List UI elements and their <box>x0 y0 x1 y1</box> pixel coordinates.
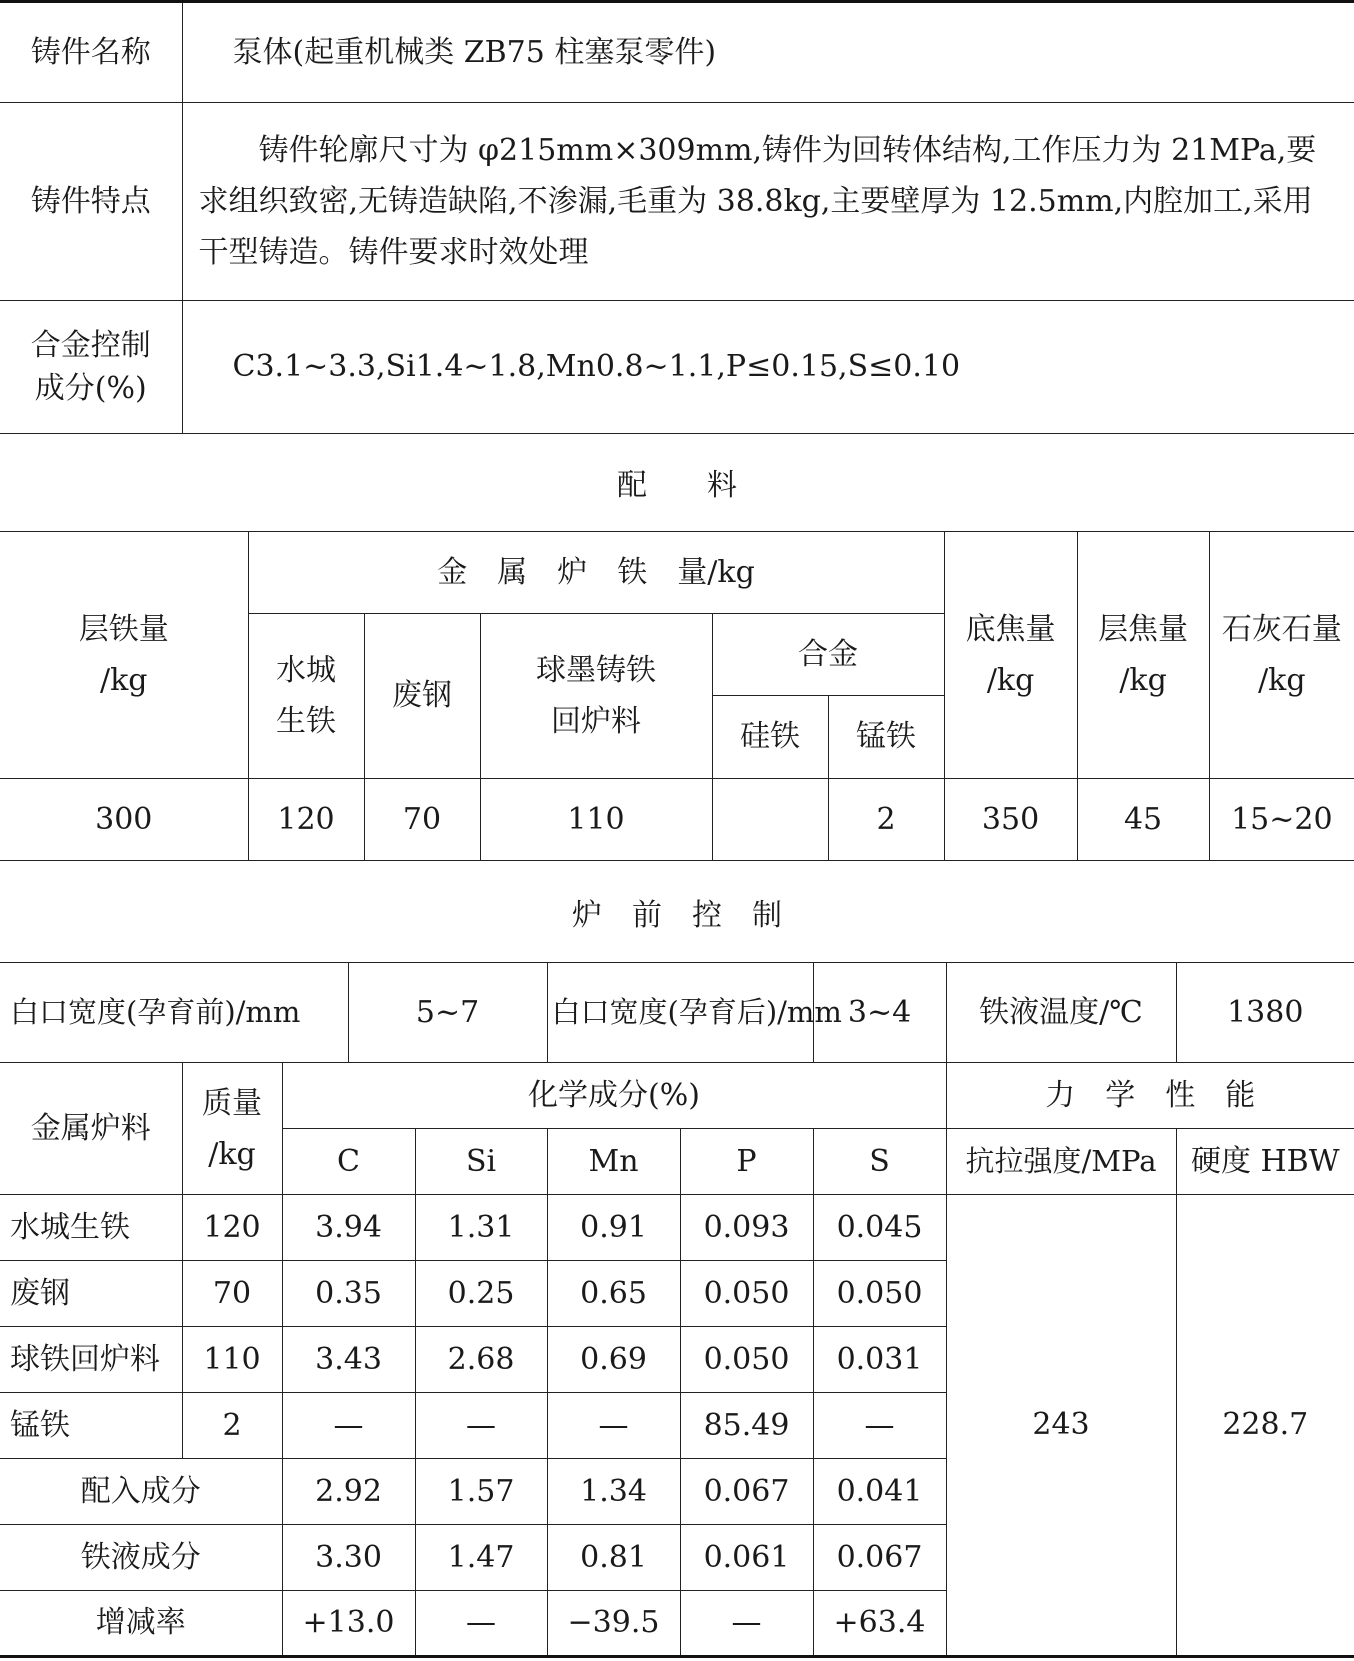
c-value: 3.30 <box>282 1525 415 1591</box>
p-value: 85.49 <box>680 1393 813 1459</box>
si-value: 2.68 <box>415 1327 547 1393</box>
scrap-steel-header: 废钢 <box>364 614 480 779</box>
mn-value: −39.5 <box>547 1591 680 1657</box>
hardness-header: 硬度 HBW <box>1176 1129 1354 1195</box>
alloy-control-label <box>0 301 182 434</box>
s-value: 0.050 <box>813 1261 946 1327</box>
c-value: 0.35 <box>282 1261 415 1327</box>
scrap-steel-value: 70 <box>364 779 480 861</box>
s-value: +63.4 <box>813 1591 946 1657</box>
alloy-control-label-line1: 合金控制 <box>30 327 151 363</box>
c-value: 2.92 <box>282 1459 415 1525</box>
s-value: 0.067 <box>813 1525 946 1591</box>
casting-feature-value: 铸件轮廓尺寸为 φ215mm×309mm,铸件为回转体结构,工作压力为 21MPa,要求组织致密,无铸造缺陷,不渗漏,毛重为 38.8kg,主要壁厚为 12.5mm,内腔加工,采用干型铸造。铸件要求时效处理 <box>182 103 1354 301</box>
material-mass: 2 <box>182 1393 282 1459</box>
alloy-control-label-line2: 成分(%) <box>34 371 147 406</box>
casting-info-table <box>0 0 1354 434</box>
si-value: — <box>415 1591 547 1657</box>
table-row <box>0 1195 1354 1261</box>
bed-coke-value: 350 <box>944 779 1077 861</box>
return-ductile-header: 球墨铸铁 回炉料 <box>480 614 712 779</box>
p-value: 0.050 <box>680 1261 813 1327</box>
metal-charge-header: 金 属 炉 铁 量/kg <box>248 532 944 614</box>
s-value: 0.045 <box>813 1195 946 1261</box>
ferrosilicon-value <box>712 779 828 861</box>
element-c-header: C <box>282 1129 415 1195</box>
iron-temp-value: 1380 <box>1176 963 1354 1063</box>
alloy-control-value: C3.1~3.3,Si1.4~1.8,Mn0.8~1.1,P≤0.15,S≤0.10 <box>182 301 1354 434</box>
ferrosilicon-header: 硅铁 <box>712 696 828 779</box>
tensile-value: 243 <box>946 1195 1176 1657</box>
si-value: 1.57 <box>415 1459 547 1525</box>
si-value: 1.47 <box>415 1525 547 1591</box>
alloy-header: 合金 <box>712 614 944 696</box>
summary-name: 增减率 <box>0 1591 282 1657</box>
summary-name: 铁液成分 <box>0 1525 282 1591</box>
s-value: 0.041 <box>813 1459 946 1525</box>
c-value: +13.0 <box>282 1591 415 1657</box>
material-mass: 70 <box>182 1261 282 1327</box>
pig-iron-value: 120 <box>248 779 364 861</box>
p-value: 0.067 <box>680 1459 813 1525</box>
material-header: 金属炉料 <box>0 1063 182 1195</box>
element-p-header: P <box>680 1129 813 1195</box>
mech-header: 力 学 性 能 <box>946 1063 1354 1129</box>
control-analysis-table <box>0 962 1354 1658</box>
casting-feature-label: 铸件特点 <box>0 103 182 301</box>
mn-value: — <box>547 1393 680 1459</box>
si-value: — <box>415 1393 547 1459</box>
element-mn-header: Mn <box>547 1129 680 1195</box>
material-name: 废钢 <box>0 1261 182 1327</box>
chill-before-value: 5~7 <box>348 963 547 1063</box>
element-s-header: S <box>813 1129 946 1195</box>
return-ductile-value: 110 <box>480 779 712 861</box>
p-value: 0.093 <box>680 1195 813 1261</box>
summary-name: 配入成分 <box>0 1459 282 1525</box>
layer-coke-value: 45 <box>1077 779 1209 861</box>
chill-after-value: 3~4 <box>813 963 946 1063</box>
s-value: — <box>813 1393 946 1459</box>
pig-iron-header: 水城 生铁 <box>248 614 364 779</box>
p-value: 0.061 <box>680 1525 813 1591</box>
layer-coke-header: 层焦量 /kg <box>1077 532 1209 779</box>
si-value: 0.25 <box>415 1261 547 1327</box>
si-value: 1.31 <box>415 1195 547 1261</box>
charge-section-title: 配 料 <box>617 468 737 503</box>
chill-after-label: 白口宽度(孕育后)/mm <box>547 963 813 1063</box>
mass-header: 质量 /kg <box>182 1063 282 1195</box>
layer-iron-header: 层铁量 /kg <box>0 532 248 779</box>
element-si-header: Si <box>415 1129 547 1195</box>
p-value: 0.050 <box>680 1327 813 1393</box>
chem-header: 化学成分(%) <box>282 1063 946 1129</box>
material-name: 水城生铁 <box>0 1195 182 1261</box>
bed-coke-header: 底焦量 /kg <box>944 532 1077 779</box>
material-mass: 110 <box>182 1327 282 1393</box>
limestone-value: 15~20 <box>1209 779 1354 861</box>
control-section-title: 炉 前 控 制 <box>572 898 782 933</box>
mn-value: 0.81 <box>547 1525 680 1591</box>
c-value: 3.43 <box>282 1327 415 1393</box>
s-value: 0.031 <box>813 1327 946 1393</box>
tensile-header: 抗拉强度/MPa <box>946 1129 1176 1195</box>
mn-value: 0.69 <box>547 1327 680 1393</box>
material-name: 锰铁 <box>0 1393 182 1459</box>
layer-iron-value: 300 <box>0 779 248 861</box>
material-name: 球铁回炉料 <box>0 1327 182 1393</box>
material-mass: 120 <box>182 1195 282 1261</box>
limestone-header: 石灰石量 /kg <box>1209 532 1354 779</box>
p-value: — <box>680 1591 813 1657</box>
mn-value: 0.65 <box>547 1261 680 1327</box>
c-value: 3.94 <box>282 1195 415 1261</box>
mn-value: 0.91 <box>547 1195 680 1261</box>
ferromanganese-value: 2 <box>828 779 944 861</box>
mn-value: 1.34 <box>547 1459 680 1525</box>
casting-name-value: 泵体(起重机械类 ZB75 柱塞泵零件) <box>182 2 1354 103</box>
iron-temp-label: 铁液温度/℃ <box>946 963 1176 1063</box>
c-value: — <box>282 1393 415 1459</box>
casting-name-label: 铸件名称 <box>0 2 182 103</box>
charge-table <box>0 531 1354 861</box>
ferromanganese-header: 锰铁 <box>828 696 944 779</box>
hardness-value: 228.7 <box>1176 1195 1354 1657</box>
chill-before-label: 白口宽度(孕育前)/mm <box>0 963 348 1063</box>
